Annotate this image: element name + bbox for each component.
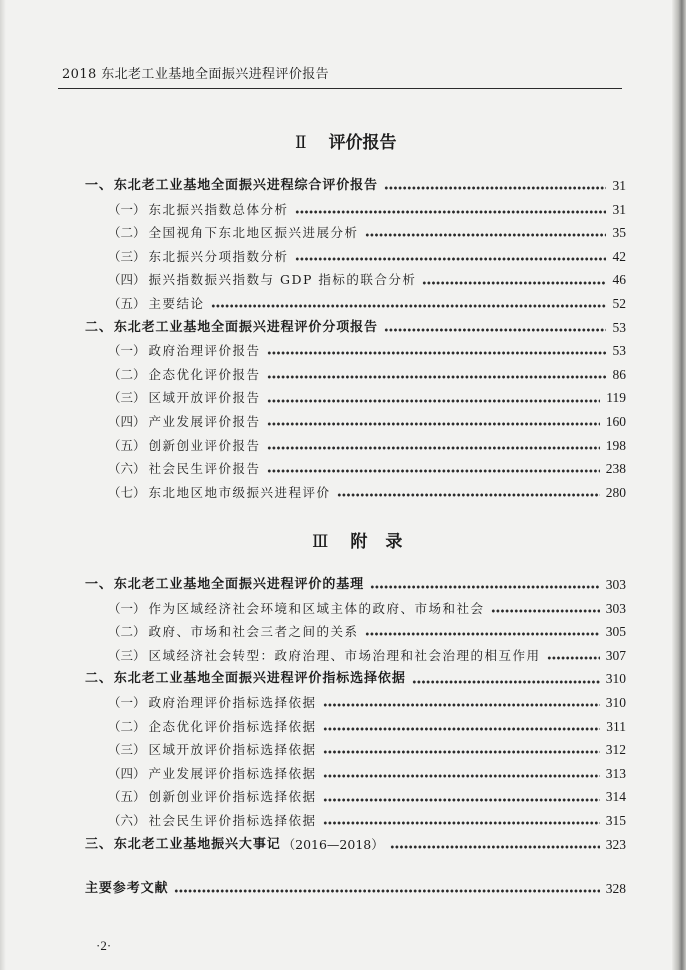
entry-page-number: 323 bbox=[605, 836, 626, 852]
dot-leader bbox=[337, 493, 600, 497]
toc-section bbox=[85, 620, 626, 644]
entry-page-number: 313 bbox=[605, 765, 626, 781]
entry-year-range: （2016—2018） bbox=[282, 836, 384, 852]
entry-number: （二） bbox=[108, 718, 146, 734]
entry-number: （七） bbox=[108, 484, 146, 500]
entry-page-number: 42 bbox=[612, 248, 626, 264]
entry-title: 东北老工业基地振兴大事记 bbox=[113, 836, 281, 852]
entry-page-number: 238 bbox=[605, 461, 626, 477]
entry-page-number: 310 bbox=[605, 671, 626, 687]
dot-leader bbox=[267, 375, 606, 379]
dot-leader bbox=[267, 399, 601, 403]
page-left-edge bbox=[0, 0, 6, 970]
entry-page-number: 53 bbox=[612, 343, 626, 359]
dot-leader bbox=[323, 821, 600, 825]
dot-leader bbox=[390, 845, 600, 849]
entry-title: 政府治理评价报告 bbox=[148, 343, 261, 359]
entry-title: 政府治理评价指标选择依据 bbox=[148, 694, 317, 710]
dot-leader bbox=[267, 446, 600, 450]
dot-leader bbox=[491, 609, 600, 613]
entry-number: （一） bbox=[108, 343, 146, 359]
entry-page-number: 311 bbox=[606, 718, 626, 734]
toc-section bbox=[85, 691, 626, 715]
entry-page-number: 31 bbox=[612, 178, 626, 193]
dot-leader bbox=[384, 328, 606, 332]
entry-title: 主要参考文献 bbox=[85, 881, 169, 896]
part-numeral: Ⅲ bbox=[312, 532, 329, 552]
header-rule bbox=[58, 88, 622, 89]
entry-title: 区域经济社会转型：政府治理、市场治理和社会治理的相互作用 bbox=[148, 647, 541, 663]
toc-section bbox=[85, 597, 626, 621]
entry-number: （四） bbox=[108, 272, 146, 288]
toc-chapter bbox=[85, 877, 626, 901]
entry-title: 东北老工业基地全面振兴进程评价的基理 bbox=[113, 577, 365, 592]
entry-number: （一） bbox=[108, 201, 146, 217]
entry-number: （四） bbox=[108, 413, 146, 429]
entry-number: 三、 bbox=[85, 836, 113, 852]
toc-chapter bbox=[85, 573, 626, 597]
toc-section bbox=[85, 738, 626, 762]
part-title-evaluation-report bbox=[295, 131, 397, 155]
part-title-text: 评价报告 bbox=[328, 133, 397, 153]
entry-number: 一、 bbox=[85, 577, 113, 592]
entry-title: 主要结论 bbox=[148, 295, 205, 311]
entry-title: 区域开放评价指标选择依据 bbox=[148, 742, 317, 758]
page-right-edge bbox=[672, 0, 686, 970]
toc-chapter bbox=[85, 667, 626, 691]
entry-title: 东北地区地市级振兴进程评价 bbox=[148, 484, 331, 500]
toc-section bbox=[85, 809, 626, 833]
dot-leader bbox=[323, 750, 600, 754]
toc-references bbox=[85, 877, 626, 901]
entry-page-number: 315 bbox=[605, 812, 626, 828]
entry-number: （六） bbox=[108, 461, 146, 477]
toc-section bbox=[85, 457, 626, 481]
entry-title: 企态优化评价指标选择依据 bbox=[148, 718, 317, 734]
toc-section bbox=[85, 292, 626, 316]
toc-section bbox=[85, 339, 626, 363]
entry-title: 社会民生评价指标选择依据 bbox=[148, 812, 317, 828]
toc-section bbox=[85, 762, 626, 786]
entry-page-number: 35 bbox=[612, 225, 626, 241]
dot-leader bbox=[384, 186, 606, 190]
entry-number: （五） bbox=[108, 437, 146, 453]
entry-number: （三） bbox=[108, 390, 146, 406]
toc-section bbox=[85, 481, 626, 505]
entry-page-number: 305 bbox=[605, 624, 626, 640]
entry-page-number: 303 bbox=[605, 600, 626, 616]
dot-leader bbox=[174, 889, 599, 893]
entry-number: （五） bbox=[108, 789, 146, 805]
entry-number: （四） bbox=[108, 765, 146, 781]
entry-title: 区域开放评价报告 bbox=[148, 390, 261, 406]
entry-page-number: 46 bbox=[612, 272, 626, 288]
entry-title: 产业发展评价报告 bbox=[148, 413, 261, 429]
toc-section bbox=[85, 434, 626, 458]
entry-page-number: 307 bbox=[605, 647, 626, 663]
entry-number: （一） bbox=[108, 694, 146, 710]
entry-number: （三） bbox=[108, 248, 146, 264]
toc-section bbox=[85, 363, 626, 387]
entry-title: 全国视角下东北地区振兴进展分析 bbox=[148, 225, 359, 241]
entry-number: （三） bbox=[108, 647, 146, 663]
toc-section bbox=[85, 245, 626, 269]
entry-title: 社会民生评价报告 bbox=[148, 461, 261, 477]
dot-leader bbox=[412, 680, 600, 684]
dot-leader bbox=[267, 422, 600, 426]
entry-page-number: 303 bbox=[605, 577, 626, 592]
entry-page-number: 312 bbox=[605, 742, 626, 758]
toc-section bbox=[85, 386, 626, 410]
dot-leader bbox=[295, 210, 606, 214]
entry-number: 一、 bbox=[85, 178, 113, 193]
entry-title: 企态优化评价报告 bbox=[148, 366, 261, 382]
part-title-appendix bbox=[312, 530, 408, 554]
toc-section bbox=[85, 198, 626, 222]
entry-title: 产业发展评价指标选择依据 bbox=[148, 765, 317, 781]
entry-number: 二、 bbox=[85, 671, 113, 687]
entry-page-number: 328 bbox=[605, 881, 626, 896]
entry-number: （五） bbox=[108, 295, 146, 311]
dot-leader bbox=[295, 257, 606, 261]
entry-title: 东北振兴分项指数分析 bbox=[148, 248, 289, 264]
toc-chapter bbox=[85, 833, 626, 857]
dot-leader bbox=[365, 632, 600, 636]
dot-leader bbox=[323, 703, 600, 707]
entry-number: （六） bbox=[108, 812, 146, 828]
entry-title: 创新创业评价报告 bbox=[148, 437, 261, 453]
running-title: 2018 东北老工业基地全面振兴进程评价报告 bbox=[62, 67, 330, 82]
entry-number: （三） bbox=[108, 742, 146, 758]
toc-section bbox=[85, 715, 626, 739]
entry-number: （二） bbox=[108, 366, 146, 382]
part-numeral: Ⅱ bbox=[295, 133, 307, 153]
entry-title: 振兴指数振兴指数与 GDP 指标的联合分析 bbox=[148, 272, 417, 288]
dot-leader bbox=[323, 774, 600, 778]
toc-section bbox=[85, 410, 626, 434]
toc-part-2 bbox=[85, 174, 626, 504]
dot-leader bbox=[370, 585, 600, 589]
dot-leader bbox=[422, 281, 606, 285]
toc-section bbox=[85, 268, 626, 292]
entry-page-number: 52 bbox=[612, 295, 626, 311]
entry-title: 政府、市场和社会三者之间的关系 bbox=[148, 624, 359, 640]
entry-title: 东北老工业基地全面振兴进程综合评价报告 bbox=[113, 178, 378, 193]
toc-section bbox=[85, 785, 626, 809]
toc-chapter bbox=[85, 316, 626, 340]
entry-title: 东北老工业基地全面振兴进程评价分项报告 bbox=[113, 319, 378, 335]
entry-title: 东北振兴指数总体分析 bbox=[148, 201, 289, 217]
entry-page-number: 310 bbox=[605, 694, 626, 710]
toc-section bbox=[85, 221, 626, 245]
entry-page-number: 86 bbox=[612, 366, 626, 382]
dot-leader bbox=[211, 304, 606, 308]
toc-part-3 bbox=[85, 573, 626, 856]
entry-page-number: 160 bbox=[605, 413, 626, 429]
dot-leader bbox=[267, 469, 600, 473]
entry-page-number: 53 bbox=[612, 319, 626, 335]
dot-leader bbox=[323, 727, 601, 731]
dot-leader bbox=[547, 656, 600, 660]
dot-leader bbox=[365, 233, 606, 237]
part-title-text: 附 录 bbox=[350, 532, 409, 552]
toc-chapter bbox=[85, 174, 626, 198]
entry-page-number: 119 bbox=[606, 390, 626, 406]
page-number: ·2· bbox=[96, 938, 112, 953]
entry-number: （一） bbox=[108, 600, 146, 616]
toc-section bbox=[85, 644, 626, 668]
entry-title: 创新创业评价指标选择依据 bbox=[148, 789, 317, 805]
entry-number: （二） bbox=[108, 624, 146, 640]
entry-page-number: 198 bbox=[605, 437, 626, 453]
entry-title: 作为区域经济社会环境和区域主体的政府、市场和社会 bbox=[148, 600, 485, 616]
entry-page-number: 31 bbox=[612, 201, 626, 217]
entry-title: 东北老工业基地全面振兴进程评价指标选择依据 bbox=[113, 671, 406, 687]
entry-number: 二、 bbox=[85, 319, 113, 335]
entry-page-number: 280 bbox=[605, 484, 626, 500]
dot-leader bbox=[323, 798, 600, 802]
entry-page-number: 314 bbox=[605, 789, 626, 805]
dot-leader bbox=[267, 351, 606, 355]
entry-number: （二） bbox=[108, 225, 146, 241]
